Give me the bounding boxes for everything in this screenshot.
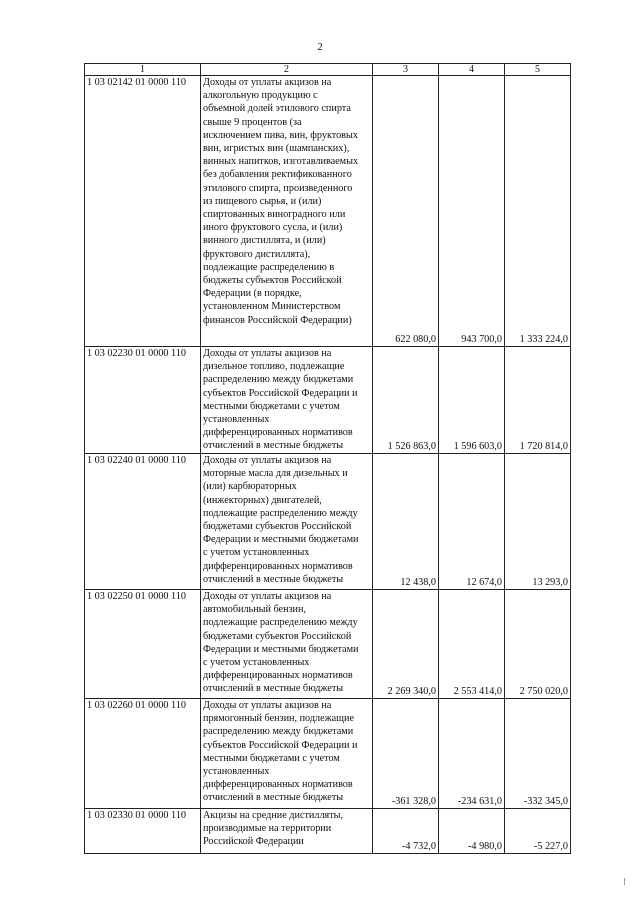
- revenue-description-cell: Доходы от уплаты акцизов на автомобильный бензин, подлежащие распределению между бюджетами субъектов Российской Федерации и местными бюджетами с учетом установленных дифференцированных нормативов отчислений в местные бюджеты: [201, 590, 373, 699]
- revenue-code-cell: 1 03 02260 01 0000 110: [85, 699, 201, 809]
- column-header-1: 1: [85, 64, 201, 76]
- revenue-description-cell: Доходы от уплаты акцизов на моторные масла для дизельных и (или) карбюраторных (инжекторных) двигателей, подлежащие распределению между бюджетами субъектов Российской Федерации и местными бюджетами с учетом установленных дифференцированных нормативов отчислений в местные бюджеты: [201, 454, 373, 590]
- amount-col4-cell: -234 631,0: [439, 699, 505, 809]
- column-header-5: 5: [505, 64, 571, 76]
- revenue-description-cell: Доходы от уплаты акцизов на алкогольную продукцию с объемной долей этилового спирта свыше 9 процентов (за исключением пива, вин, фруктовых вин, игристых вин (шампанских), винных напитков, изготавливаемых без добавления ректификованного этилового спирта, произведенного из пищевого сырья, и (или) спиртованных виноградного или иного фруктового сусла, и (или) винного дистиллята, и (или) фруктового дистиллята), подлежащие распределению в бюджеты субъектов Российской Федерации (в порядке, установленном Министерством финансов Российской Федерации): [201, 76, 373, 347]
- table-row: [85, 454, 571, 590]
- revenue-code-cell: 1 03 02240 01 0000 110: [85, 454, 201, 590]
- amount-col5-cell: 2 750 020,0: [505, 590, 571, 699]
- amount-col5-cell: 1 720 814,0: [505, 347, 571, 454]
- amount-col3-cell: 12 438,0: [373, 454, 439, 590]
- amount-col3-cell: 1 526 863,0: [373, 347, 439, 454]
- table-row: [85, 590, 571, 699]
- amount-col5-cell: 1 333 224,0: [505, 76, 571, 347]
- revenue-code-cell: 1 03 02330 01 0000 110: [85, 809, 201, 854]
- table-row: [85, 699, 571, 809]
- amount-col3-cell: 622 080,0: [373, 76, 439, 347]
- revenue-description-cell: Доходы от уплаты акцизов на прямогонный бензин, подлежащие распределению между бюджетами субъектов Российской Федерации и местными бюджетами с учетом установленных дифференцированных нормативов отчислений в местные бюджеты: [201, 699, 373, 809]
- amount-col5-cell: -332 345,0: [505, 699, 571, 809]
- table-row: [85, 347, 571, 454]
- amount-col4-cell: 2 553 414,0: [439, 590, 505, 699]
- table-row: [85, 809, 571, 854]
- revenue-description-cell: Доходы от уплаты акцизов на дизельное топливо, подлежащие распределению между бюджетами субъектов Российской Федерации и местными бюджетами с учетом установленных дифференцированных нормативов отчислений в местные бюджеты: [201, 347, 373, 454]
- amount-col3-cell: -4 732,0: [373, 809, 439, 854]
- budget-revenue-table: [84, 63, 571, 854]
- amount-col4-cell: -4 980,0: [439, 809, 505, 854]
- column-header-4: 4: [439, 64, 505, 76]
- amount-col4-cell: 12 674,0: [439, 454, 505, 590]
- amount-col4-cell: 1 596 603,0: [439, 347, 505, 454]
- amount-col4-cell: 943 700,0: [439, 76, 505, 347]
- amount-col5-cell: -5 227,0: [505, 809, 571, 854]
- column-header-3: 3: [373, 64, 439, 76]
- revenue-code-cell: 1 03 02250 01 0000 110: [85, 590, 201, 699]
- margin-mark: [624, 878, 625, 885]
- table-row: [85, 76, 571, 347]
- column-number-header-row: [85, 64, 571, 76]
- amount-col3-cell: -361 328,0: [373, 699, 439, 809]
- page-number: 2: [317, 41, 323, 53]
- revenue-code-cell: 1 03 02142 01 0000 110: [85, 76, 201, 347]
- amount-col3-cell: 2 269 340,0: [373, 590, 439, 699]
- amount-col5-cell: 13 293,0: [505, 454, 571, 590]
- revenue-description-cell: Акцизы на средние дистилляты, производимые на территории Российской Федерации: [201, 809, 373, 854]
- column-header-2: 2: [201, 64, 373, 76]
- revenue-code-cell: 1 03 02230 01 0000 110: [85, 347, 201, 454]
